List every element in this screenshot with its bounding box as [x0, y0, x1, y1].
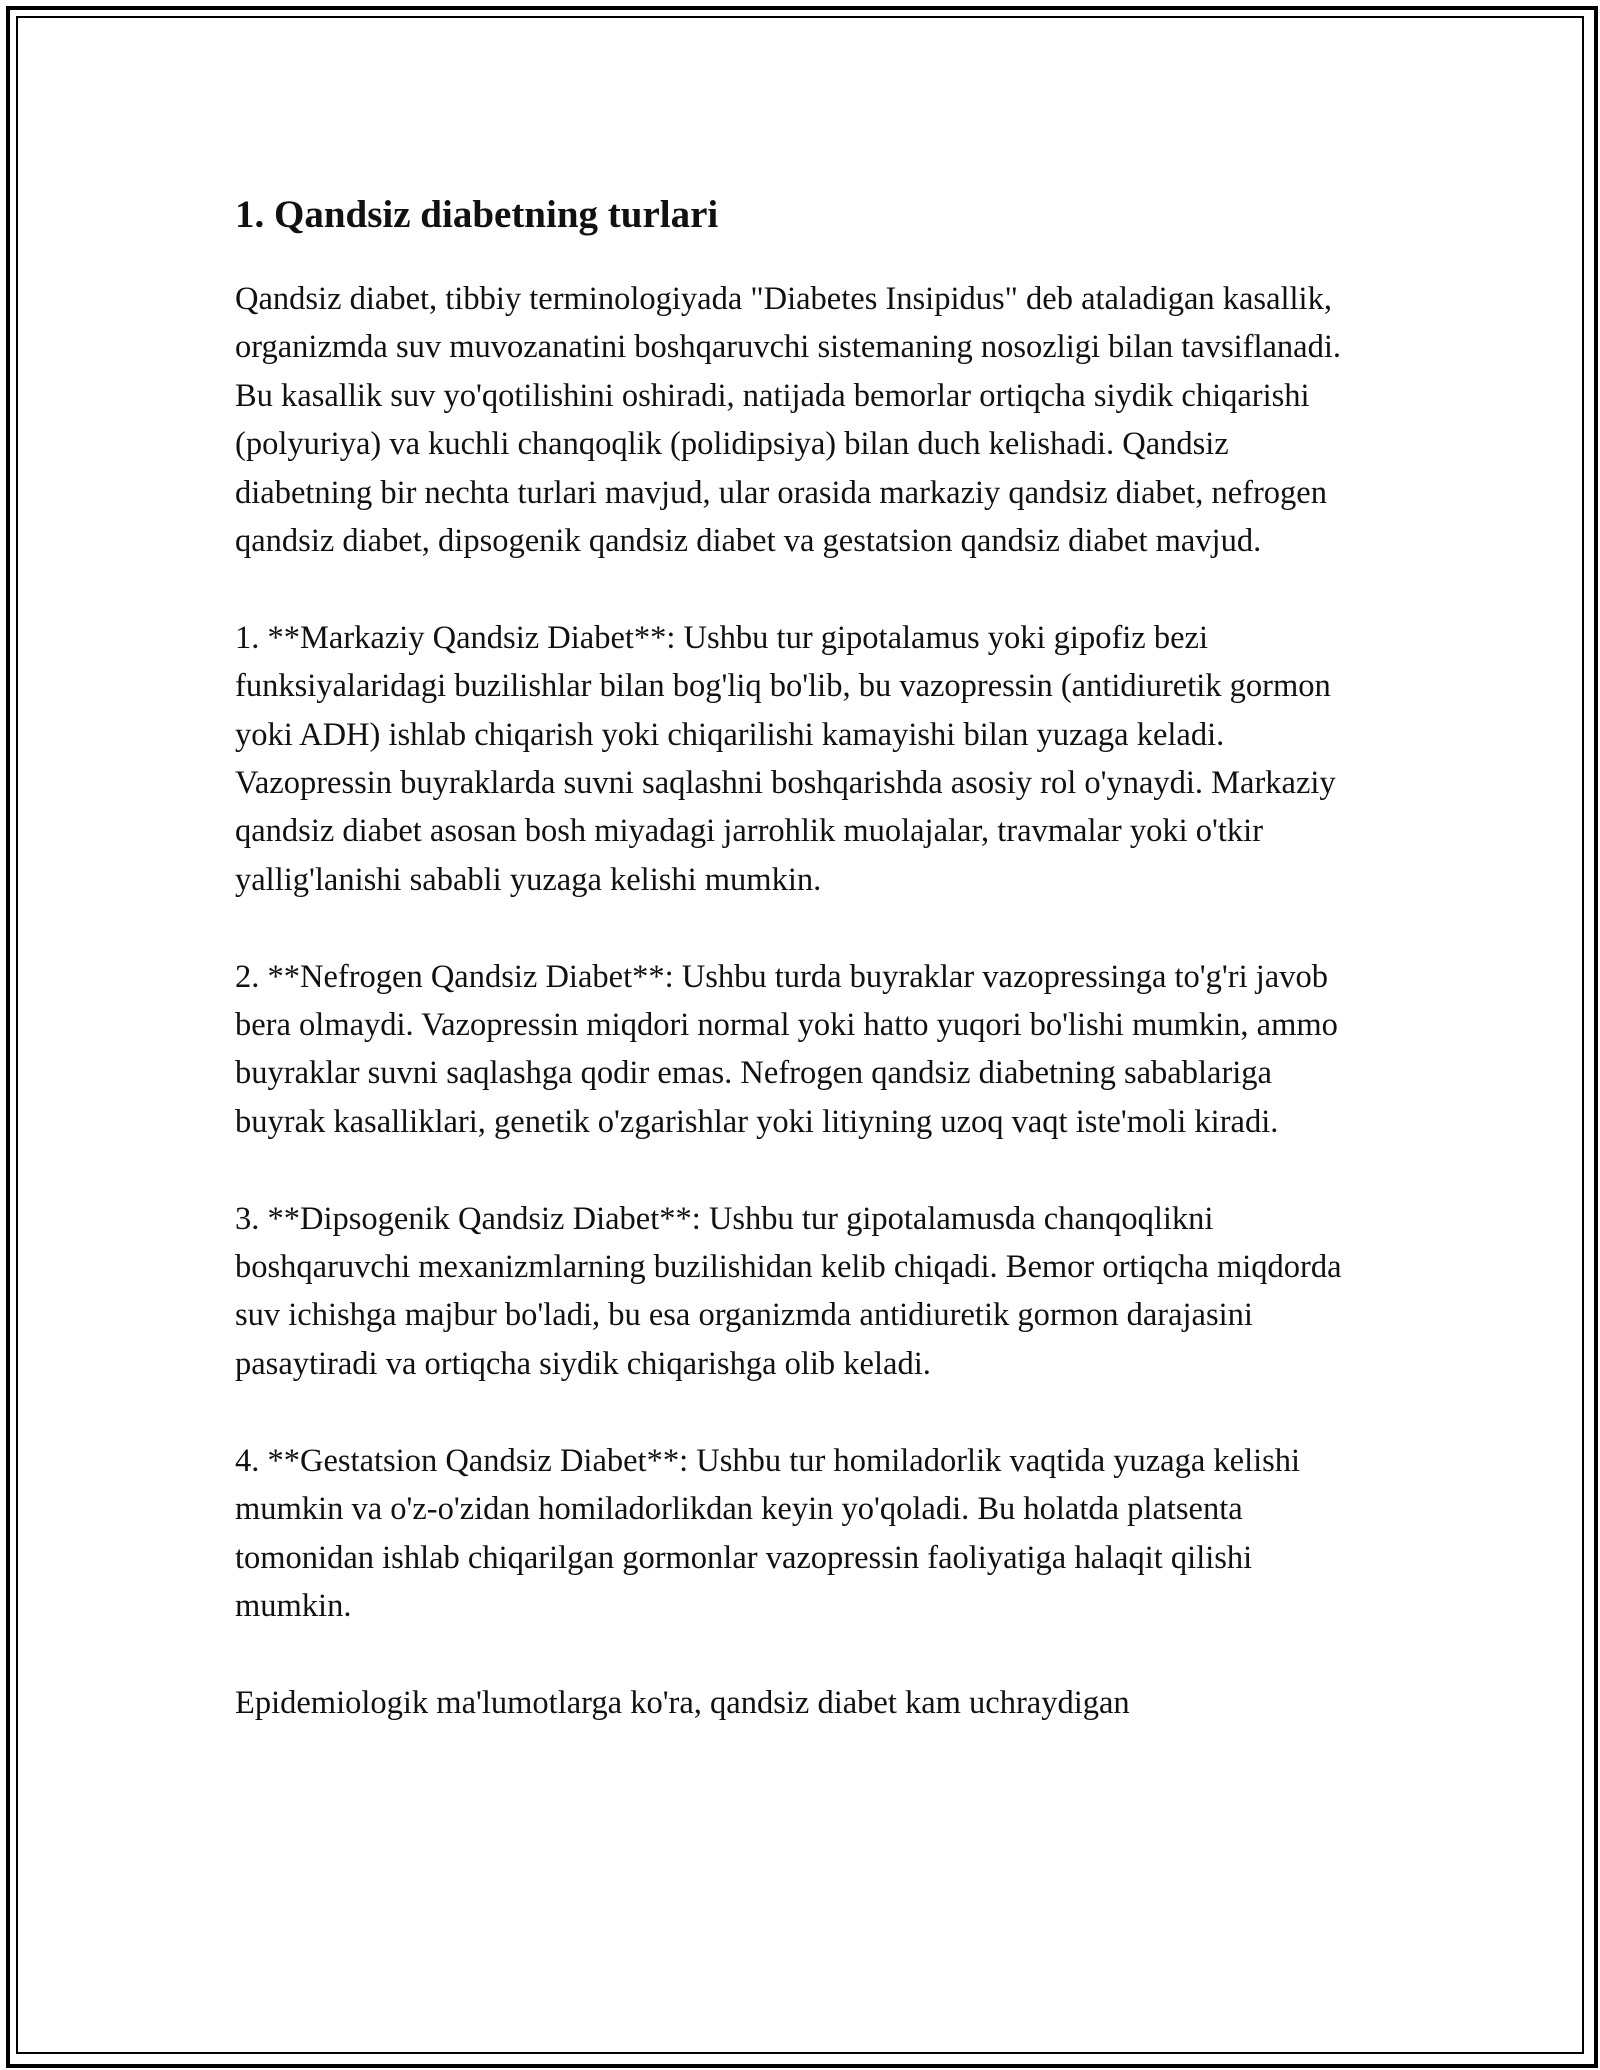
document-body: [235, 185, 1370, 1776]
intro-paragraph: Qandsiz diabet, tibbiy terminologiyada "Diabetes Insipidus" deb ataladigan kasallik, organizmda suv muvozanatini boshqaruvchi sistemaning nosozligi bilan tavsiflanadi. Bu kasallik suv yo'qotilishini oshiradi, natijada bemorlar ortiqcha siydik chiqarishi (polyuriya) va kuchli chanqoqlik (polidipsiya) bilan duch kelishadi. Qandsiz diabetning bir nechta turlari mavjud, ular orasida markaziy qandsiz diabet, nefrogen qandsiz diabet, dipsogenik qandsiz diabet va gestatsion qandsiz diabet mavjud.: [235, 281, 1341, 560]
gestational-diabetes-paragraph: 4. **Gestatsion Qandsiz Diabet**: Ushbu tur homiladorlik vaqtida yuzaga kelishi mumkin va o'z-o'zidan homiladorlikdan keyin yo'qoladi. Bu holatda platsenta tomonidan ishlab chiqarilgan gormonlar vazopressin faoliyatiga halaqit qilishi mumkin.: [235, 1442, 1301, 1624]
dipsogenic-diabetes-paragraph: 3. **Dipsogenik Qandsiz Diabet**: Ushbu tur gipotalamusda chanqoqlikni boshqaruvchi mexanizmlarning buzilishidan kelib chiqadi. Bemor ortiqcha miqdorda suv ichishga majbur bo'ladi, bu esa organizmda antidiuretik gormon darajasini pasaytiradi va ortiqcha siydik chiqarishga olib keladi.: [235, 1200, 1342, 1382]
epidemiology-paragraph: Epidemiologik ma'lumotlarga ko'ra, qandsiz diabet kam uchraydigan: [235, 1684, 1130, 1721]
nephrogenic-diabetes-paragraph: 2. **Nefrogen Qandsiz Diabet**: Ushbu turda buyraklar vazopressinga to'g'ri javob bera olmaydi. Vazopressin miqdori normal yoki hatto yuqori bo'lishi mumkin, ammo buyraklar suvni saqlashga qodir emas. Nefrogen qandsiz diabetning sabablariga buyrak kasalliklari, genetik o'zgarishlar yoki litiyning uzoq vaqt iste'moli kiradi.: [235, 958, 1338, 1140]
section-heading: 1. Qandsiz diabetning turlari: [235, 193, 719, 236]
central-diabetes-paragraph: 1. **Markaziy Qandsiz Diabet**: Ushbu tur gipotalamus yoki gipofiz bezi funksiyalaridagi buzilishlar bilan bog'liq bo'lib, bu vazopressin (antidiuretik gormon yoki ADH) ishlab chiqarish yoki chiqarilishi kamayishi bilan yuzaga keladi. Vazopressin buyraklarda suvni saqlashni boshqarishda asosiy rol o'ynaydi. Markaziy qandsiz diabet asosan bosh miyadagi jarrohlik muolajalar, travmalar yoki o'tkir yallig'lanishi sababli yuzaga kelishi mumkin.: [235, 619, 1336, 898]
